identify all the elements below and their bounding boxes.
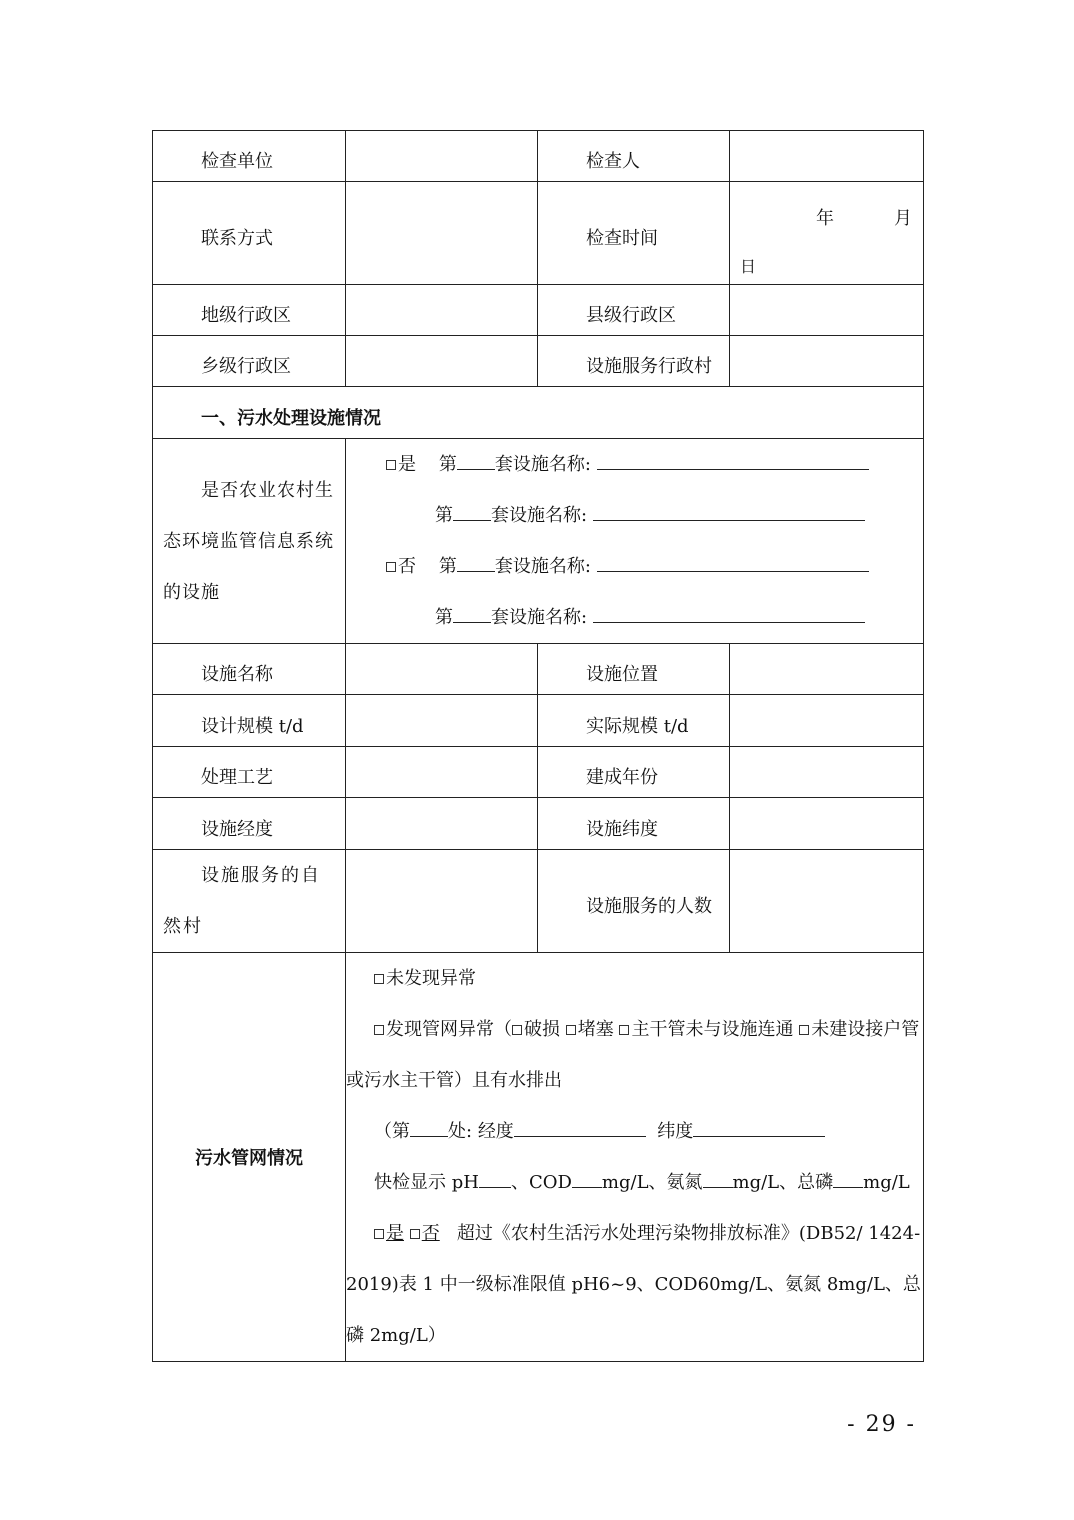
inspection-form [152,130,924,1362]
process-label: 处理工艺 [153,747,346,798]
set-number-blank[interactable] [457,553,495,572]
contact-field[interactable] [346,182,538,285]
time-year: 年 [816,208,834,229]
pipe-details [346,953,924,1362]
exceed-no[interactable]: 否 [410,1223,440,1244]
design-scale-field[interactable] [346,695,538,747]
blocked-checkbox[interactable] [566,1025,576,1035]
facility-name-blank[interactable] [597,553,869,572]
facility-name-blank[interactable] [597,451,869,470]
pipe-no-abnormal-row: 未发现异常 [346,953,923,1004]
latitude-label: 设施纬度 [538,798,730,850]
unbuilt-checkbox[interactable] [799,1025,809,1035]
pipe-abnormal-row: 发现管网异常（ 破损 堵塞 主干管未与设施连通 未建设接户管或污水主干管）且有水排出 [346,1019,920,1091]
main-unconnected-checkbox[interactable] [619,1025,629,1035]
county-label: 县级行政区 [538,285,730,336]
system-label-cell [153,439,346,644]
facility-name-blank[interactable] [593,604,865,623]
longitude-label: 设施经度 [153,798,346,850]
facility-location-label: 设施位置 [538,644,730,695]
year-built-field[interactable] [730,747,924,798]
pipe-latitude-blank[interactable] [693,1118,825,1137]
ammonia-blank[interactable] [703,1169,733,1188]
service-village-label: 设施服务行政村 [538,336,730,387]
time-month: 月 [894,208,912,229]
location-number-blank[interactable] [410,1118,448,1137]
cod-blank[interactable] [572,1169,602,1188]
standard-row [346,1208,923,1361]
exceed-yes[interactable]: 是 [374,1223,404,1244]
facility-name-label: 设施名称 [153,644,346,695]
pipe-location-row: （第 处: 经度 纬度 [346,1106,923,1157]
set-number-blank[interactable] [453,502,491,521]
prefecture-label: 地级行政区 [153,285,346,336]
system-label: 是否农业农村生态环境监管信息系统的设施 [163,479,334,603]
pipe-label-cell [153,953,346,1362]
facility-name-blank[interactable] [593,502,865,521]
damage-checkbox[interactable] [512,1025,522,1035]
system-yes-row-2: 第 套设施名称: [386,490,923,541]
township-field[interactable] [346,336,538,387]
inspector-field[interactable] [730,131,924,182]
natural-village-field[interactable] [346,850,538,953]
section-title: 一、污水处理设施情况 [153,387,924,439]
contact-label: 联系方式 [153,182,346,285]
prefecture-field[interactable] [346,285,538,336]
no-checkbox[interactable] [386,562,396,572]
standard-text: 超过《农村生活污水处理污染物排放标准》(DB52/ 1424-2019)表 1 中一级标准限值 pH6~9、COD60mg/L、氨氮 8mg/L、总磷 2mg/L） [346,1223,921,1346]
pipe-label: 污水管网情况 [195,1148,303,1169]
system-yes-row-1: 是 第 套设施名称: [386,439,923,490]
yes-checkbox[interactable] [386,460,396,470]
system-no-row-1: 否 第 套设施名称: [386,541,923,592]
system-no-row-2: 第 套设施名称: [386,592,923,643]
inspect-time-label: 检查时间 [538,182,730,285]
inspect-unit-label: 检查单位 [153,131,346,182]
no-abnormal-checkbox[interactable] [374,974,384,984]
abnormal-checkbox[interactable] [374,1025,384,1035]
inspector-label: 检查人 [538,131,730,182]
page-number: - 29 - [847,1412,916,1437]
set-number-blank[interactable] [457,451,495,470]
inspect-unit-field[interactable] [346,131,538,182]
population-field[interactable] [730,850,924,953]
set-number-blank[interactable] [453,604,491,623]
natural-village-label-cell [153,850,346,953]
population-label: 设施服务的人数 [538,850,730,953]
year-built-label: 建成年份 [538,747,730,798]
natural-village-label: 设施服务的自然村 [163,865,321,937]
phosphorus-blank[interactable] [833,1169,863,1188]
county-field[interactable] [730,285,924,336]
process-field[interactable] [346,747,538,798]
actual-scale-label: 实际规模 t/d [538,695,730,747]
system-options [346,439,924,644]
facility-location-field[interactable] [730,644,924,695]
facility-name-field[interactable] [346,644,538,695]
quick-test-row: 快检显示 pH 、COD mg/L、氨氮 mg/L、总磷 mg/L [346,1157,923,1208]
inspect-time-field[interactable] [730,182,924,285]
pipe-longitude-blank[interactable] [514,1118,646,1137]
service-village-field[interactable] [730,336,924,387]
time-day: 日 [740,257,757,276]
actual-scale-field[interactable] [730,695,924,747]
longitude-field[interactable] [346,798,538,850]
latitude-field[interactable] [730,798,924,850]
township-label: 乡级行政区 [153,336,346,387]
ph-blank[interactable] [479,1169,511,1188]
design-scale-label: 设计规模 t/d [153,695,346,747]
